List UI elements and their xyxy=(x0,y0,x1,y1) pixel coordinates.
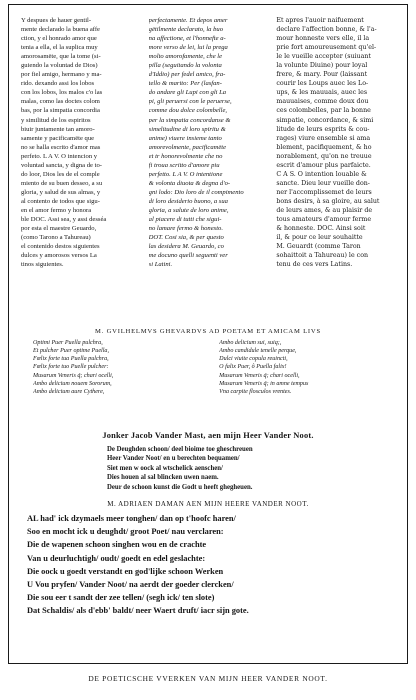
text-line: samente y pacificamēte que xyxy=(21,134,95,142)
text-line: perfectamente. Et depos amer xyxy=(148,17,228,24)
text-line: d'Iddio) per fedel amico, fra- xyxy=(148,71,226,79)
text-line: amorosamēte, que la tome (si- xyxy=(21,53,101,61)
verse-line: Die sou eer t sandt der zee tellen/ (segh ick/ ten slote) xyxy=(27,593,215,603)
page-border-frame xyxy=(8,4,408,664)
text-line: courir les Loups auec les Lo- xyxy=(276,80,369,88)
text-line: per la simpatia concordanse & xyxy=(148,116,231,124)
verse-line: Ambo delicium sui, suiq;, xyxy=(219,340,282,346)
text-line: pilla (seguitando la volonta xyxy=(148,62,222,70)
dutch-long-poem xyxy=(27,512,389,618)
text-line: C A S. O intention louable & xyxy=(276,170,367,178)
text-line: bons desirs, à sa gloire, au salut xyxy=(276,197,380,205)
text-line: Et apres l'auoir naifuement xyxy=(276,17,364,24)
text-line: & honneste. DOC. Ainsi soit xyxy=(276,225,366,233)
text-line: si Latini. xyxy=(148,261,173,269)
text-line: ner l'accomplissemet de leurs xyxy=(276,188,372,196)
text-line: Y despues de hauer gentil- xyxy=(21,17,92,24)
verse-line: De Deughden schoon/ deel bioime toe gheschreuen xyxy=(107,446,253,453)
text-line: comme dou dolce colombelle, xyxy=(148,107,228,115)
text-line: sancte. Dieu leur vueille don- xyxy=(276,179,370,187)
french-column xyxy=(276,16,395,322)
verse-line: Deur de schoon kunst die Godt u heeft ghegheuen. xyxy=(107,483,253,491)
text-line: tinos siguientes. xyxy=(21,261,64,269)
text-line: ction, y el honrado amor que xyxy=(21,35,97,43)
text-line: ces colombelles, par la bonne xyxy=(276,107,371,115)
text-line: al piacere di tutti che sigui- xyxy=(148,216,222,224)
text-line: tous amateurs d'amour ferme xyxy=(276,216,372,224)
text-line: fi troua scritto d'amore piu xyxy=(148,161,220,169)
italian-column xyxy=(149,16,268,322)
text-line: y similitud de los espiritos xyxy=(21,116,91,124)
text-line: sohaittoit a Tahureau) le con xyxy=(276,252,369,260)
text-line: con los lobos, los malos c'o las xyxy=(21,89,103,97)
verse-line: Dat Schaldis/ als d'ebb' baldt/ neer Waert druft/ iacr sijn gote. xyxy=(27,606,249,616)
text-line: simelitudine di loro spiritu & xyxy=(148,125,226,133)
text-line: norablement, qu'on ne treuue xyxy=(276,152,372,160)
text-line: do andare gli Lupi con gli La xyxy=(148,89,227,97)
text-line: el contenido destos siguientes xyxy=(21,243,100,251)
text-line: rido. dexando assi los lobos xyxy=(21,80,95,88)
text-line: simpatie, concordance, & simi xyxy=(276,116,374,124)
text-line: me docuno quelli seguenti ver xyxy=(148,252,228,260)
text-line: rages) viure ensemble si ama xyxy=(276,134,371,142)
text-line: anime) viuere insieme tanto xyxy=(148,134,222,142)
verse-line: AL had' ick dzymaels meer tonghen/ dan op t'hoofc haren/ xyxy=(27,514,236,524)
verse-line: Fœlix forte tua Puella pulchra, xyxy=(33,356,109,363)
text-line: prie fort amoureusement qu'el- xyxy=(276,44,377,52)
text-line: gloria, y salud de sus almas, y xyxy=(21,188,101,196)
text-line: escrit d'amour plus parfaicte. xyxy=(276,161,371,169)
text-line: pi, gli peruersi con le peruerse, xyxy=(148,98,232,106)
text-line: frere, & mary. Pour (laissant xyxy=(276,71,368,79)
verse-line: Musarum Veneris q́; in amne tempus xyxy=(219,380,309,387)
text-line: molto amorofamente, che le xyxy=(148,53,223,61)
text-line: mente declarado la buena affe xyxy=(21,26,100,34)
text-line: bas, por la simpatia concordia xyxy=(21,107,100,115)
text-line: guiendo la voluntad de Dios) xyxy=(21,62,98,70)
verse-line: Dies houen al sal blincken uwen naem. xyxy=(107,474,219,482)
latin-poem-left-column xyxy=(33,339,205,427)
verse-line: U Vou pryfen/ Vander Noot/ na aerdt der goeder clercken/ xyxy=(27,580,234,590)
text-line: por fiel amigo, hermano y ma- xyxy=(21,71,102,79)
text-line: DOT. Cosi sia, & per questo xyxy=(148,234,224,242)
text-line: no lamare fermo & honesto. xyxy=(148,225,223,233)
text-line: malas, como las doctes colom xyxy=(21,98,100,106)
text-line: more verso de lei, lui la prega xyxy=(148,44,228,52)
text-line: declare l'affection bonne, & l'a- xyxy=(276,26,377,34)
text-line: mauuaises, comme doux dou xyxy=(276,98,369,106)
text-line: blement, pacifiquement, & ho xyxy=(276,143,372,151)
text-line: biuir juntamente tan amoro- xyxy=(21,125,95,133)
text-line: no se halla escrito d'amor mas xyxy=(21,143,101,151)
verse-line: Ambo candidule tenelle perque, xyxy=(219,348,297,355)
verse-line: Dulci viuite copula reuincti, xyxy=(219,356,288,363)
text-line: et tr honorevolmente che no xyxy=(148,152,223,160)
text-line: voluntad sancta, y digna de to- xyxy=(21,161,102,169)
page-footer-running-title: DE POETICSCHE VVERKEN VAN MIJN HEER VANDER NOOT. xyxy=(88,674,328,683)
text-line: dulces y amorosos versos La xyxy=(21,252,97,260)
text-line: miento de su buen desseo, a su xyxy=(21,179,103,187)
text-line: & volonta diuota & degna d'o- xyxy=(148,179,231,187)
verse-line: O falix Puer, ô Puella falix! xyxy=(219,364,287,371)
text-line: tenia a ella, el la suplica muy xyxy=(21,44,98,52)
text-line: al contento de todos que sigu- xyxy=(21,197,100,205)
spanish-column xyxy=(21,16,140,322)
text-line: en el amor fermo y honora xyxy=(21,206,92,214)
verse-line: Heer Vander Noot/ en u berechten bequamen/ xyxy=(107,455,240,463)
verse-line: Fœlix forte tuo Puelle pulcher: xyxy=(33,364,109,371)
verse-line: Musarum Veneris q́; chari ocelli, xyxy=(33,372,114,379)
text-line: de leurs ames, & au plaisir de xyxy=(276,206,373,214)
verse-line: Die de wapenen schoon singhen wou en de crachte xyxy=(27,540,207,550)
text-line: la volunte Diuine) pour loyal xyxy=(276,62,368,70)
text-line: las desidera M. Geuardo, co xyxy=(148,243,224,251)
verse-line: Optimi Puer Puella pulchra, xyxy=(33,340,103,346)
daman-poem-heading: M. ADRIAEN DAMAN AEN MIJN HEERE VANDER NOOT. xyxy=(107,500,309,509)
text-line: di loro desiderio buono, a sua xyxy=(148,197,228,205)
text-line: gloria, a salute de loro anime, xyxy=(148,206,229,214)
text-line: litude de leurs esprits & cou- xyxy=(276,125,370,133)
text-line: mour honneste vers elle, il la xyxy=(276,35,370,43)
text-line: por esta el maestre Geuardo, xyxy=(21,225,97,233)
text-line: gni lodo: Dio loro de il compimento xyxy=(148,188,244,196)
text-line: gētilmente declarato, la buo xyxy=(148,26,224,34)
text-line: ups, & les mauuais, auec les xyxy=(276,89,368,97)
text-line: na affectione, et l'honnefte a- xyxy=(148,35,226,43)
text-line: do loor, Dios les de el comple xyxy=(21,170,100,178)
verse-line: Ambo delicium nouem Sororum, xyxy=(33,380,112,387)
verse-line: Van u deurluchtigh/ oudt/ goedt en edel geslachte: xyxy=(27,553,206,563)
verse-line: Soo en mocht ick u deughdt/ groot Poet/ nau verclaren: xyxy=(27,527,224,537)
verse-line: Siet men w oock al wtschelick aenschen/ xyxy=(107,464,223,472)
verse-line: Vna carpite flosculos vrentes. xyxy=(219,388,292,395)
text-line: amorevolmente, pacificamēte xyxy=(148,143,227,151)
verse-line: Ambo delicium aure Cythere, xyxy=(33,388,105,395)
text-line: il, & pour ce leur souhaitte xyxy=(276,234,363,242)
latin-poem-right-column xyxy=(219,339,391,427)
text-line: le le vueille accepter (suiuant xyxy=(276,53,371,61)
dutch-short-poem xyxy=(107,445,395,492)
dutch-sonnet-title: Jonker Jacob Vander Mast, aen mijn Heer Vander Noot. xyxy=(102,431,314,440)
three-column-text xyxy=(21,16,395,322)
verse-line: Musarum Veneris q́; chari ocelli, xyxy=(219,372,300,379)
text-line: tello & marito: Per (lasfan- xyxy=(148,80,222,88)
text-line: tenu de ces vers Latins. xyxy=(276,261,353,269)
text-line: (como Tarono a Tahureau) xyxy=(21,234,91,242)
latin-poem xyxy=(33,339,391,427)
verse-line: Die oock u goedt verstandt en god'lijke schoon Werken xyxy=(27,566,224,576)
text-line: ble DOC. Assi sea, y assi desséa xyxy=(21,216,107,224)
latin-poem-heading: M. GVILHELMVS GHEVARDVS AD POETAM ET AMICAM LIVS xyxy=(95,328,321,335)
text-line: M. Geuardt (comme Taron xyxy=(276,243,361,251)
text-line: perfetto. L A V. O intentione xyxy=(148,170,223,178)
text-line: perfeto. L A V. O intencion y xyxy=(21,152,98,160)
verse-line: Et pulcher Puer optime Puella, xyxy=(33,348,109,355)
